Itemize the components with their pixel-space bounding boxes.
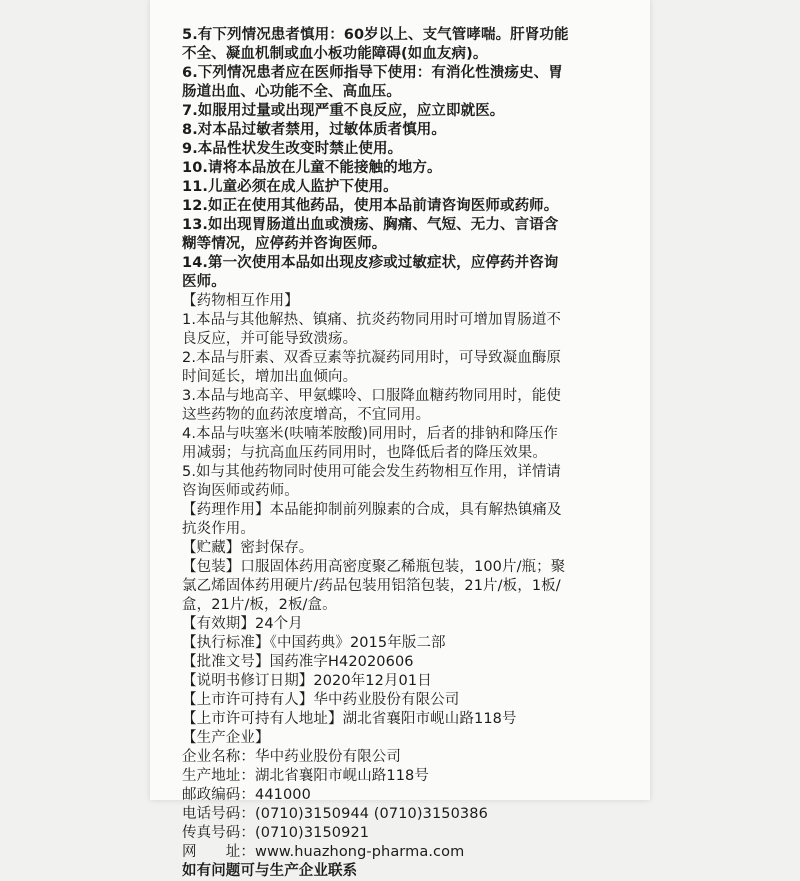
text-line: 氯乙烯固体药用硬片/药品包装用铝箔包装，21片/板，1板/ [182,578,561,594]
text-line: 5.如与其他药物同时使用可能会发生药物相互作用，详情请 [182,464,562,480]
text-line: 【上市许可持有人地址】湖北省襄阳市岘山路118号 [182,711,517,727]
text-line: 盒，21片/板，2板/盒。 [182,597,337,613]
text-line: 6.下列情况患者应在医师指导下使用：有消化性溃疡史、胃 [182,65,563,81]
text-line: 不全、凝血机制或血小板功能障碍(如血友病)。 [182,46,488,62]
text-line: 邮政编码：441000 [182,787,311,803]
text-line: 生产地址：湖北省襄阳市岘山路118号 [182,768,429,784]
text-line: 抗炎作用。 [182,521,255,537]
text-line: 8.对本品过敏者禁用，过敏体质者慎用。 [182,122,446,138]
text-line: 用减弱；与抗高血压药同用时，也降低后者的降压效果。 [182,445,547,461]
text-line: 7.如服用过量或出现严重不良反应，应立即就医。 [182,103,505,119]
text-line: 13.如出现胃肠道出血或溃疡、胸痛、气短、无力、言语含 [182,217,559,233]
text-line: 医师。 [182,274,226,290]
text-line: 3.本品与地高辛、甲氨蝶呤、口服降血糖药物同用时，能使 [182,388,562,404]
text-line: 【生产企业】 [182,730,270,746]
text-line: 11.儿童必须在成人监护下使用。 [182,179,398,195]
text-line: 肠道出血、心功能不全、高血压。 [182,84,401,100]
text-line: 14.第一次使用本品如出现皮疹或过敏症状，应停药并咨询 [182,255,559,271]
text-line: 【上市许可持有人】华中药业股份有限公司 [182,692,460,708]
text-line: 咨询医师或药师。 [182,483,299,499]
text-line: 【说明书修订日期】2020年12月01日 [182,673,432,689]
text-line: 糊等情况，应停药并咨询医师。 [182,236,387,252]
text-line: 【药物相互作用】 [182,293,299,309]
text-line: 电话号码：(0710)3150944 (0710)3150386 [182,806,488,822]
text-line: 良反应，并可能导致溃疡。 [182,331,358,347]
text-line: 网 址：www.huazhong-pharma.com [182,844,465,860]
text-line: 2.本品与肝素、双香豆素等抗凝药同用时，可导致凝血酶原 [182,350,562,366]
text-line: 企业名称：华中药业股份有限公司 [182,749,401,765]
text-line: 如有问题可与生产企业联系 [182,863,358,879]
text-line: 4.本品与呋塞米(呋喃苯胺酸)同用时，后者的排钠和降压作 [182,426,558,442]
text-line: 时间延长，增加出血倾向。 [182,369,358,385]
text-line: 10.请将本品放在儿童不能接触的地方。 [182,160,442,176]
text-line: 12.如正在使用其他药品，使用本品前请咨询医师或药师。 [182,198,559,214]
leaflet-text [182,26,634,881]
text-line: 【包装】口服固体药用高密度聚乙稀瓶包装，100片/瓶；聚 [182,559,566,575]
text-line: 【有效期】24个月 [182,616,303,632]
text-line: 9.本品性状发生改变时禁止使用。 [182,141,403,157]
text-line: 传真号码：(0710)3150921 [182,825,370,841]
text-line: 【贮藏】密封保存。 [182,540,314,556]
text-line: 这些药物的血药浓度增高，不宜同用。 [182,407,431,423]
text-line: 5.有下列情况患者慎用：60岁以上、支气管哮喘。肝肾功能 [182,27,569,43]
text-line: 1.本品与其他解热、镇痛、抗炎药物同用时可增加胃肠道不 [182,312,562,328]
text-line: 【批准文号】国药准字H42020606 [182,654,414,670]
text-line: 【执行标准】《中国药典》2015年版二部 [182,635,446,651]
text-line: 【药理作用】本品能抑制前列腺素的合成，具有解热镇痛及 [182,502,562,518]
